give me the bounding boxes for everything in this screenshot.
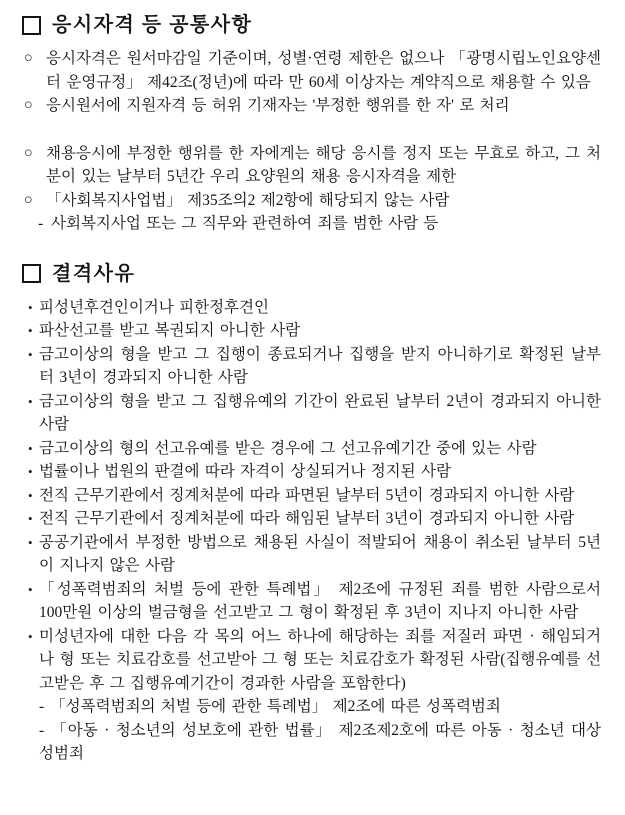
bullet-icon: • <box>28 464 33 479</box>
section-heading-common <box>22 12 601 38</box>
bullet-icon: • <box>28 393 33 409</box>
list-item-text: 금고이상의 형을 받고 그 집행이 종료되거나 집행을 받지 아니하기로 확정된 날부터 3년이 경과되지 아니한 사람 <box>39 345 601 386</box>
list-item <box>22 625 601 696</box>
list-item <box>22 578 601 625</box>
dash-icon: - <box>39 698 45 715</box>
list-item-text: 금고이상의 형을 받고 그 집행유예의 기간이 완료된 날부터 2년이 경과되지 아니한 사람 <box>39 392 601 433</box>
list-item-text: 응시원서에 지원자격 등 허위 기재자는 '부정한 행위를 한 자' 로 처리 <box>46 97 510 114</box>
sub-list-item <box>22 695 601 719</box>
list-item <box>22 460 601 484</box>
sub-list-item-text: 「성폭력범죄의 처벌 등에 관한 특례법」 제2조에 따른 성폭력범죄 <box>50 698 501 715</box>
list-item <box>22 189 601 213</box>
sub-list-item <box>22 212 601 236</box>
bullet-icon: • <box>28 346 33 362</box>
list-item-text: 전직 근무기관에서 징계처분에 따라 해임된 날부터 3년이 경과되지 아니한 사람 <box>39 510 575 527</box>
list-item-text: 채용응시에 부정한 행위를 한 자에게는 해당 응시를 정지 또는 무효로 하고, 그 처분이 있는 날부터 5년간 우리 요양원의 채용 응시자격을 제한 <box>46 144 601 185</box>
bullet-icon: • <box>28 299 33 315</box>
sub-list-item-text: 「아동 · 청소년의 성보호에 관한 법률」 제2조제2호에 따른 아동 · 청소년 대상 성범죄 <box>39 721 601 762</box>
list-item <box>22 531 601 578</box>
list-item <box>22 296 601 320</box>
list-item <box>22 507 601 531</box>
list-item-text: 미성년자에 대한 다음 각 목의 어느 하나에 해당하는 죄를 저질러 파면 · 해임되거나 형 또는 치료감호를 선고받아 그 형 또는 치료감호가 확정된 사람(집행유예를 선고받은 후 그 집행유예기간이 경과한 사람을 포함한다) <box>39 627 601 692</box>
list-item <box>22 142 601 189</box>
bullet-icon: • <box>28 323 33 338</box>
dash-icon: - <box>39 721 45 739</box>
list-item <box>22 94 601 118</box>
list-item <box>22 343 601 390</box>
bullet-icon: • <box>28 628 33 644</box>
bullet-icon: • <box>28 581 33 597</box>
bullet-icon: • <box>28 440 33 456</box>
list-item-text: 파산선고를 받고 복권되지 아니한 사람 <box>39 322 301 339</box>
circle-bullet-icon: ○ <box>24 50 33 66</box>
bullet-icon: • <box>28 534 33 550</box>
list-item <box>22 484 601 508</box>
list-item-text: 전직 근무기관에서 징계처분에 따라 파면된 날부터 5년이 경과되지 아니한 사람 <box>39 486 575 504</box>
circle-bullet-icon: ○ <box>24 144 33 161</box>
section-common-title: 응시자격 등 공통사항 <box>52 14 253 36</box>
checkbox-square-icon <box>22 264 41 283</box>
circle-bullet-icon: ○ <box>24 97 33 113</box>
list-item-text: 응시자격은 원서마감일 기준이며, 성별·연령 제한은 없으나 「광명시립노인요양센터 운영규정」 제42조(정년)에 따라 만 60세 이상자는 계약직으로 채용할 수 있음 <box>46 50 601 91</box>
checkbox-square-icon <box>22 16 41 35</box>
circle-bullet-icon: ○ <box>24 191 33 208</box>
list-item-text: 「성폭력범죄의 처벌 등에 관한 특례법」 제2조에 규정된 죄를 범한 사람으로서 100만원 이상의 벌금형을 선고받고 그 형이 확정된 후 3년이 지나지 아니한 사람 <box>39 580 601 621</box>
list-item <box>22 437 601 461</box>
list-item-text: 「사회복지사업법」 제35조의2 제2항에 해당되지 않는 사람 <box>46 191 450 209</box>
list-item-text: 금고이상의 형의 선고유예를 받은 경우에 그 선고유예기간 중에 있는 사람 <box>39 439 537 457</box>
list-item <box>22 390 601 437</box>
bullet-icon: • <box>28 511 33 526</box>
list-item-text: 법률이나 법원의 판결에 따라 자격이 상실되거나 정지된 사람 <box>39 463 451 480</box>
dash-icon: - <box>38 215 44 232</box>
sub-list-item-text: 사회복지사업 또는 그 직무와 관련하여 죄를 범한 사람 등 <box>51 215 439 232</box>
sub-list-item <box>22 719 601 766</box>
list-item-text: 피성년후견인이거나 피한정후견인 <box>39 298 269 316</box>
bullet-icon: • <box>28 487 33 503</box>
list-item-text: 공공기관에서 부정한 방법으로 채용된 사실이 적발되어 채용이 취소된 날부터 5년이 지나지 않은 사람 <box>39 533 601 574</box>
list-item <box>22 319 601 343</box>
section-disqualification-title: 결격사유 <box>52 262 136 285</box>
section-heading-disqualification <box>22 261 601 287</box>
list-item <box>22 47 601 94</box>
